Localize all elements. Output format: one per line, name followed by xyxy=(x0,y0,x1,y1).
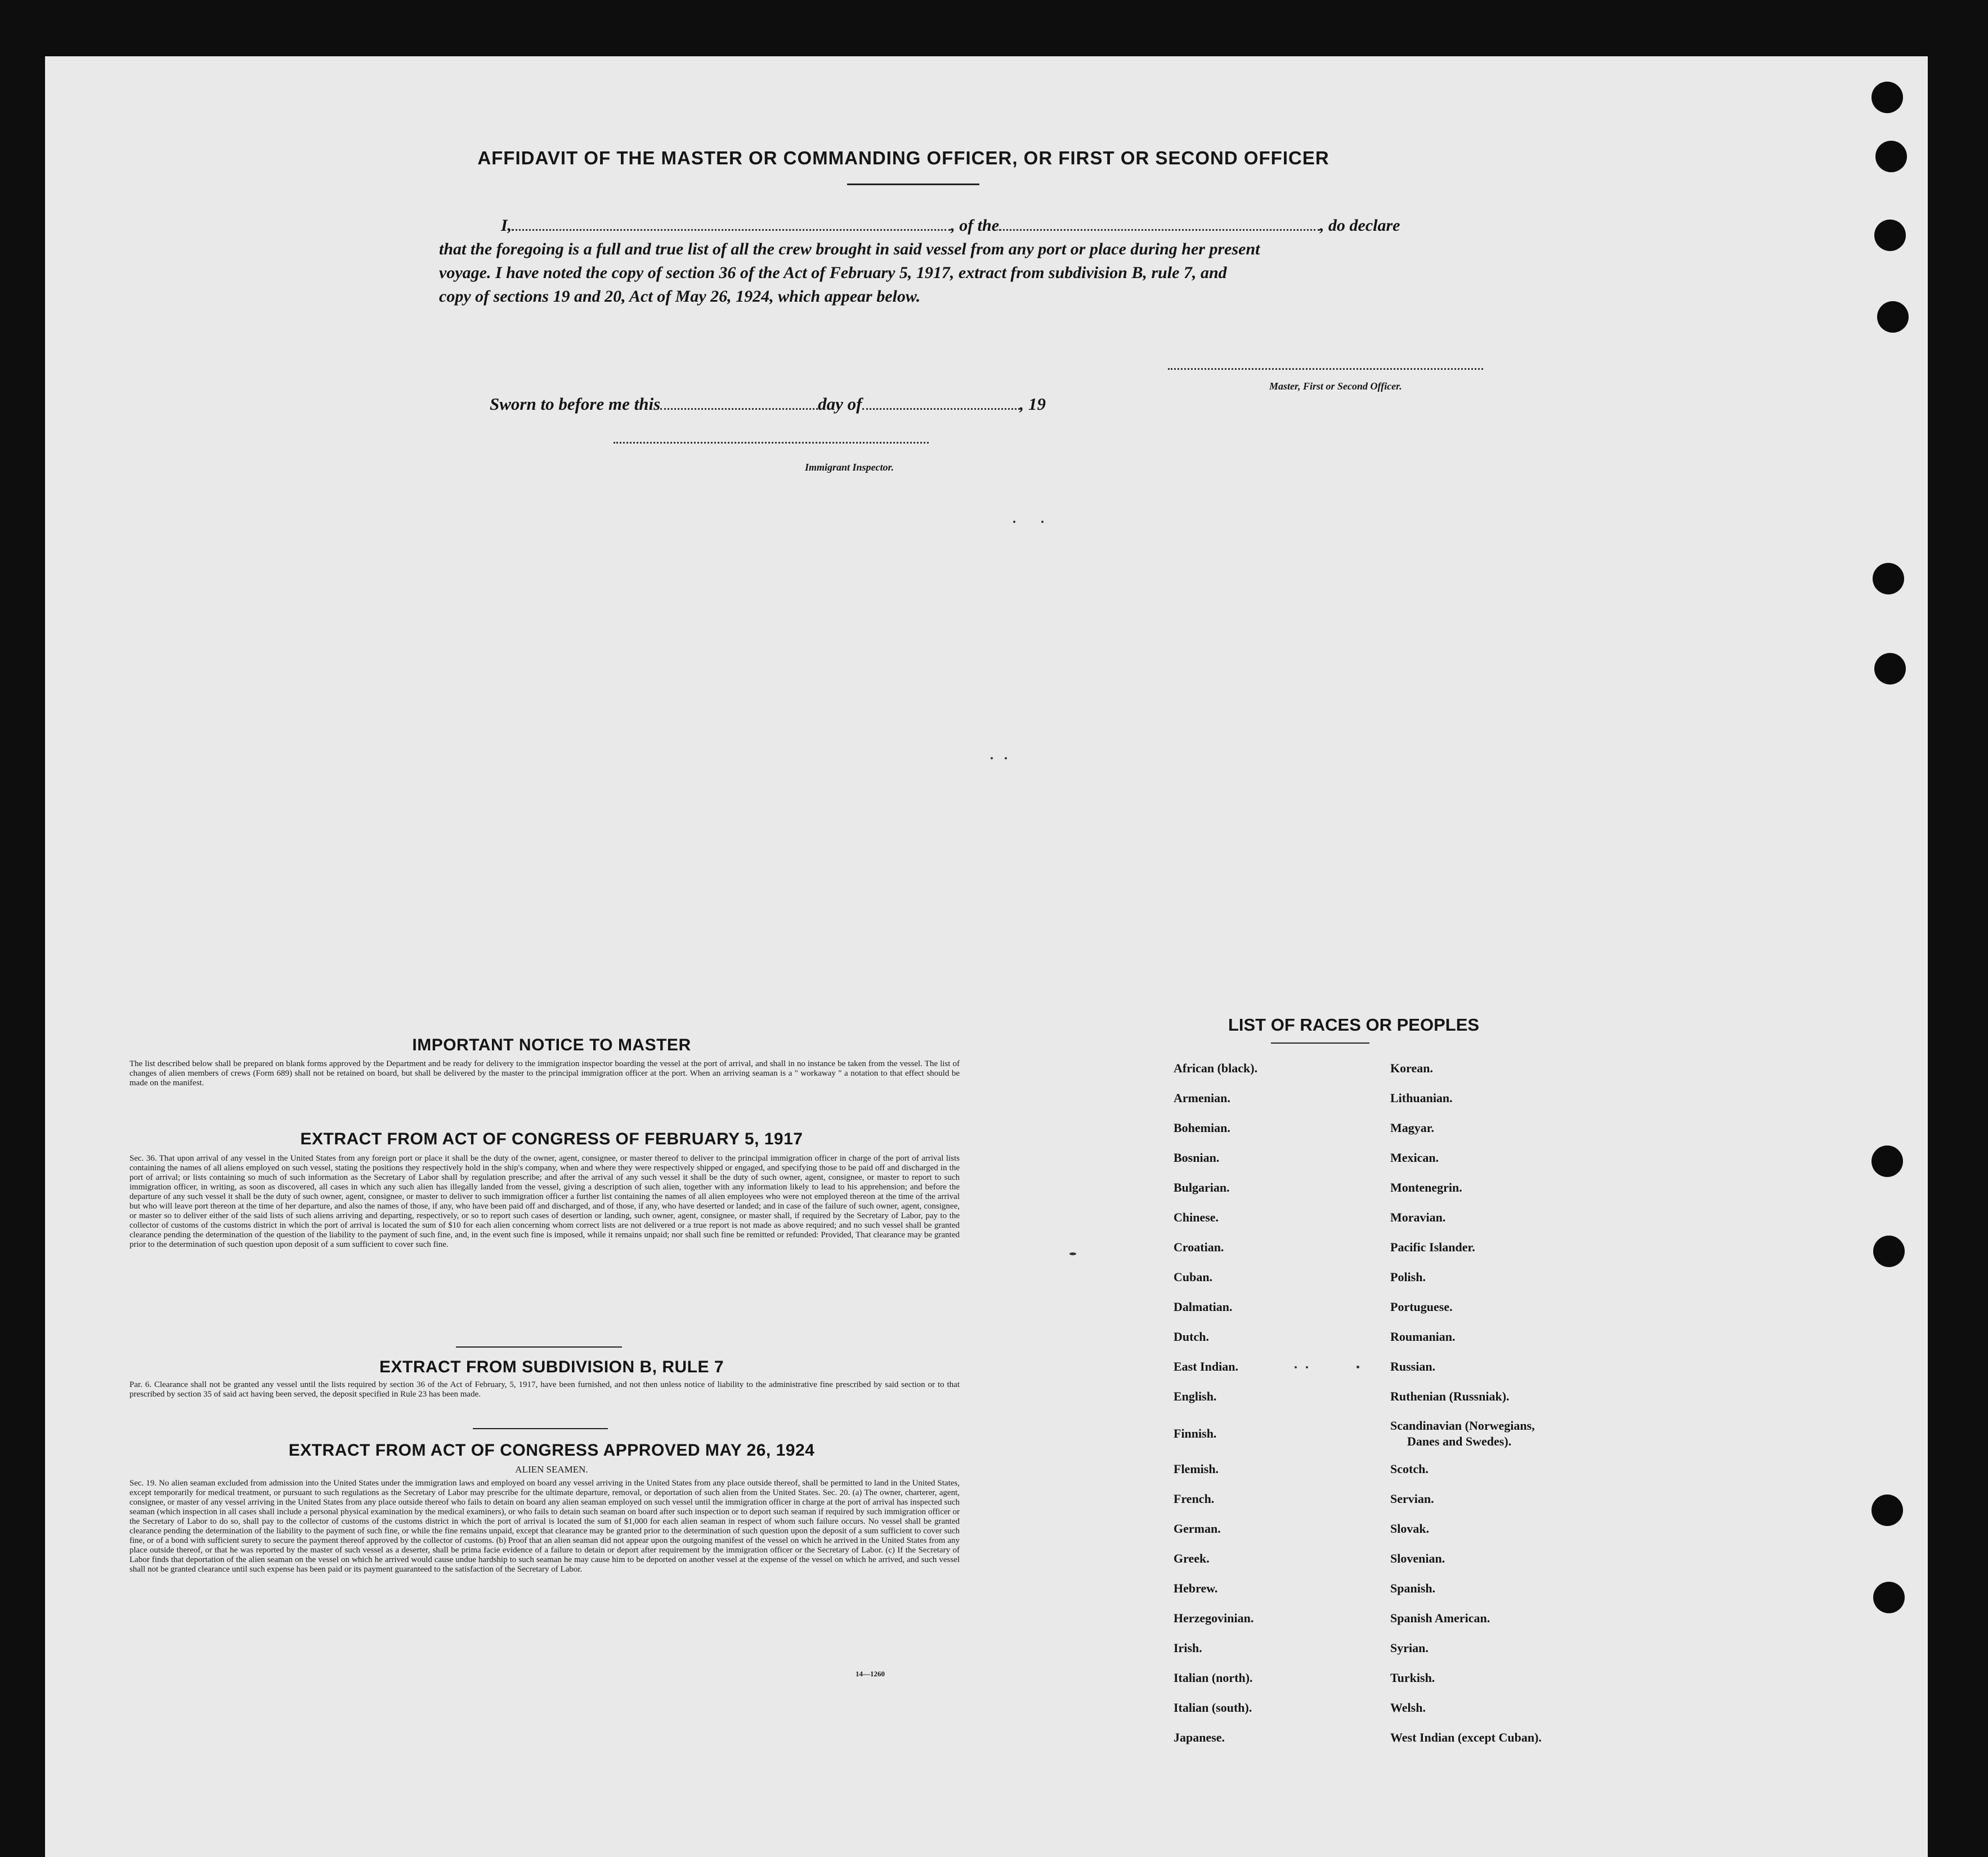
race-item: French. xyxy=(1174,1492,1215,1506)
affidavit-title: AFFIDAVIT OF THE MASTER OR COMMANDING OFFICER, OR FIRST OR SECOND OFFICER xyxy=(477,147,1329,168)
race-item: Russian. xyxy=(1390,1359,1436,1373)
race-item: African (black). xyxy=(1174,1061,1258,1075)
scan-speck xyxy=(1069,1252,1076,1255)
extract-1924-subtitle: ALIEN SEAMEN. xyxy=(515,1464,588,1475)
binder-hole xyxy=(1874,653,1906,684)
name-blank xyxy=(512,216,951,231)
scan-speck xyxy=(1005,757,1007,759)
inspector-line xyxy=(614,441,929,444)
race-item: Dutch. xyxy=(1174,1330,1209,1344)
sworn-line xyxy=(490,394,1046,414)
notice-title: IMPORTANT NOTICE TO MASTER xyxy=(412,1036,691,1054)
scan-speck xyxy=(1295,1366,1297,1368)
race-item: Croatian. xyxy=(1174,1240,1224,1254)
race-item: Slovenian. xyxy=(1390,1551,1445,1565)
race-item: Turkish. xyxy=(1390,1671,1435,1685)
notice-body: The list described below shall be prepared on blank forms approved by the Department and be ready for delivery to the immigration inspector boarding the vessel at the port of arrival, and shall in no instance be taken from the vessel. The list of changes of alien members of crews (Form 689) shall not be retained on board, but shall be delivered by the master to the principal immigration officer at the port. When an arriving seaman is a " workaway " a notation to that effect should be made on the manifest. xyxy=(129,1059,960,1088)
declaration-do-declare: , do declare xyxy=(1320,216,1400,235)
form-number: 14—1260 xyxy=(856,1670,885,1678)
race-item: Greek. xyxy=(1174,1551,1210,1565)
binder-hole xyxy=(1871,82,1903,113)
extract-1924-title: EXTRACT FROM ACT OF CONGRESS APPROVED MAY 26, 1924 xyxy=(288,1441,815,1460)
subdivision-b-title: EXTRACT FROM SUBDIVISION B, RULE 7 xyxy=(379,1358,724,1376)
race-item: Polish. xyxy=(1390,1270,1426,1284)
race-item: Chinese. xyxy=(1174,1210,1219,1224)
scan-speck xyxy=(1356,1366,1359,1368)
race-item: Italian (south). xyxy=(1174,1701,1252,1715)
day-blank xyxy=(660,395,818,410)
declaration-line-3: voyage. I have noted the copy of section 36 of the Act of February 5, 1917, extract from subdivision B, rule 7, and xyxy=(439,263,1227,282)
race-item: Slovak. xyxy=(1390,1522,1430,1536)
race-item: Korean. xyxy=(1390,1061,1433,1075)
race-item: Pacific Islander. xyxy=(1390,1240,1475,1254)
race-item: Spanish American. xyxy=(1390,1611,1490,1625)
scan-speck xyxy=(1306,1366,1308,1368)
declaration xyxy=(439,214,1494,326)
declaration-i: I, xyxy=(501,216,512,235)
sworn-day-of: day of xyxy=(818,394,862,414)
section-divider xyxy=(456,1346,622,1348)
extract-1917-title: EXTRACT FROM ACT OF CONGRESS OF FEBRUARY 5, 1917 xyxy=(300,1130,803,1148)
race-item: Armenian. xyxy=(1174,1091,1230,1105)
race-item: Moravian. xyxy=(1390,1210,1446,1224)
inspector-caption: Immigrant Inspector. xyxy=(805,462,894,473)
race-item: Lithuanian. xyxy=(1390,1091,1453,1105)
race-item: Bulgarian. xyxy=(1174,1180,1230,1194)
race-item: Italian (north). xyxy=(1174,1671,1253,1685)
month-blank xyxy=(862,395,1020,410)
race-item: Portuguese. xyxy=(1390,1300,1453,1314)
race-item: German. xyxy=(1174,1522,1221,1536)
subdivision-b-body: Par. 6. Clearance shall not be granted any vessel until the lists required by section 36 of the Act of February, 5, 1917, have been furnished, and not then unless notice of liability to the administrative fine prescribed by said section or to that prescribed by section 35 of said act having been served, the deposit specified in Rule 23 has been made. xyxy=(129,1380,960,1399)
race-item: Flemish. xyxy=(1174,1462,1219,1476)
race-item: West Indian (except Cuban). xyxy=(1390,1730,1542,1744)
race-item: Scotch. xyxy=(1390,1462,1429,1476)
extract-1924-body: Sec. 19. No alien seaman excluded from admission into the United States under the immigration laws and employed on board any vessel arriving in the United States from any place outside thereof, shall be permitted to land in the United States, except temporarily for medical treatment, or pursuant to such regulations as the Secretary of Labor may prescribe for the ultimate departure, removal, or deportation of such alien from the United States. Sec. 20. (a) The owner, charterer, agent, consignee, or master of any vessel arriving in the United States from any place outside thereof who fails to detain on board any alien seaman employed on such vessel until the immigration officer in charge at the port of arrival has inspected such seaman (which inspection in all cases shall include a personal physical examination by the medical examiners), or who fails to detain such seaman on board after such inspection or to deport such seaman if required by such immigration officer or the Secretary of Labor to do so, shall pay to the collector of customs of the customs district in which the port of arrival is located the sum of $1,000 for each alien seaman in respect of whom such failure occurs. No vessel shall be granted clearance pending the determination of the liability to the payment of such fine, or while the fine remains unpaid, except that clearance may be granted prior to the determination of such question upon the deposit of a sum sufficient to cover such fine, or of a bond with sufficient surety to secure the payment thereof approved by the collector of customs. (b) Proof that an alien seaman did not appear upon the outgoing manifest of the vessel on which he arrived in the United States from any place outside thereof, or that he was reported by the master of such vessel as a deserter, shall be prima facie evidence of a failure to detain or deport after requirement by the immigration officer or the Secretary of Labor. (c) If the Secretary of Labor finds that deportation of the alien seaman on the vessel on which he arrived would cause undue hardship to such seaman he may cause him to be deported on another vessel at the expense of the vessel on which he arrived, and such vessel shall not be granted clearance until such expense has been paid or its payment guaranteed to the satisfaction of the Secretary of Labor. xyxy=(129,1479,960,1574)
scan-speck xyxy=(991,757,993,759)
race-item: Roumanian. xyxy=(1390,1330,1456,1344)
race-item: Syrian. xyxy=(1390,1641,1429,1655)
race-item: Montenegrin. xyxy=(1390,1180,1462,1194)
section-divider xyxy=(473,1428,608,1429)
binder-hole xyxy=(1871,1494,1903,1526)
declaration-line-4: copy of sections 19 and 20, Act of May 26, 1924, which appear below. xyxy=(439,287,921,306)
binder-hole xyxy=(1873,563,1904,594)
declaration-of-the: , of the xyxy=(951,216,1000,235)
race-item: East Indian. xyxy=(1174,1359,1238,1373)
race-item: Spanish. xyxy=(1390,1581,1436,1595)
race-item: Irish. xyxy=(1174,1641,1202,1655)
scan-speck xyxy=(1013,521,1015,523)
race-item: Hebrew. xyxy=(1174,1581,1218,1595)
race-item: Ruthenian (Russniak). xyxy=(1390,1389,1510,1403)
race-item: Dalmatian. xyxy=(1174,1300,1233,1314)
binder-hole xyxy=(1875,141,1907,172)
race-item: Finnish. xyxy=(1174,1426,1217,1440)
binder-hole xyxy=(1873,1582,1905,1613)
extract-1917-body: Sec. 36. That upon arrival of any vessel in the United States from any foreign port or place it shall be the duty of the owner, agent, consignee, or master thereof to deliver to the principal immigration officer in charge of the port of arrival lists containing the names of all aliens employed on such vessel, stating the positions they respectively hold in the ship's company, when and where they were respectively shipped or engaged, and specifying those to be paid off and discharged in the port of arrival; or lists containing so much of such information as the Secretary of Labor shall by regulation prescribe; and after the arrival of any such vessel it shall be the duty of such owner, agent, consignee, or master to report to such immigration officer, in writing, as soon as discovered, all cases in which any such alien has illegally landed from the vessel, giving a description of such alien, together with any information likely to lead to his apprehension; and before the departure of any such vessel it shall be the duty of such owner, agent, consignee, or master to deliver to such immigration officer a further list containing the names of all alien employees who were not employed thereon at the time of the arrival but who will leave port thereon at the time of her departure, and also the names of those, if any, who have been paid off and discharged, and of those, if any, who have deserted or landed; and in case of the failure of such owner, agent, consignee, or master so to deliver either of the said lists of such aliens arriving and departing, respectively, or so to report such cases of desertion or landing, such owner, agent, consignee, or master shall, if required by the Secretary of Labor, pay to the collector of customs of the customs district in which the port of arrival is located the sum of $10 for each alien concerning whom correct lists are not delivered or a true report is not made as above required; and no such vessel shall be granted clearance pending the determination of the question of the liability to the payment of such fine, and, in the event such fine is imposed, while it remains unpaid; nor shall such fine be remitted or refunded: Provided, That clearance may be granted prior to the determination of such question upon deposit of a sum sufficient to cover such fine. xyxy=(129,1154,960,1249)
signature-caption: Master, First or Second Officer. xyxy=(1269,381,1402,392)
races-title-divider xyxy=(1271,1042,1369,1044)
sworn-text: Sworn to before me this xyxy=(490,394,661,414)
race-item: Japanese. xyxy=(1174,1730,1225,1744)
race-item: Cuban. xyxy=(1174,1270,1213,1284)
race-item: Magyar. xyxy=(1390,1121,1435,1135)
race-item: Welsh. xyxy=(1390,1701,1426,1715)
races-title: LIST OF RACES OR PEOPLES xyxy=(1228,1015,1480,1035)
race-item: Bosnian. xyxy=(1174,1151,1220,1165)
binder-hole xyxy=(1871,1145,1903,1177)
binder-hole xyxy=(1874,220,1906,251)
document-page xyxy=(45,56,1928,1857)
race-item: English. xyxy=(1174,1389,1217,1403)
binder-hole xyxy=(1877,301,1909,333)
binder-hole xyxy=(1873,1236,1905,1267)
race-item: Scandinavian (Norwegians, xyxy=(1390,1419,1535,1433)
signature-line xyxy=(1168,367,1483,370)
race-item-continuation: Danes and Swedes). xyxy=(1407,1434,1512,1448)
declaration-line-2: that the foregoing is a full and true list of all the crew brought in said vessel from any port or place during her present xyxy=(439,240,1260,258)
title-divider xyxy=(847,184,979,185)
race-item: Mexican. xyxy=(1390,1151,1439,1165)
race-item: Herzegovinian. xyxy=(1174,1611,1254,1625)
vessel-blank xyxy=(999,216,1320,231)
race-item: Bohemian. xyxy=(1174,1121,1230,1135)
sworn-year: , 19 xyxy=(1019,394,1046,414)
race-item: Servian. xyxy=(1390,1492,1434,1506)
scan-speck xyxy=(1041,521,1044,523)
